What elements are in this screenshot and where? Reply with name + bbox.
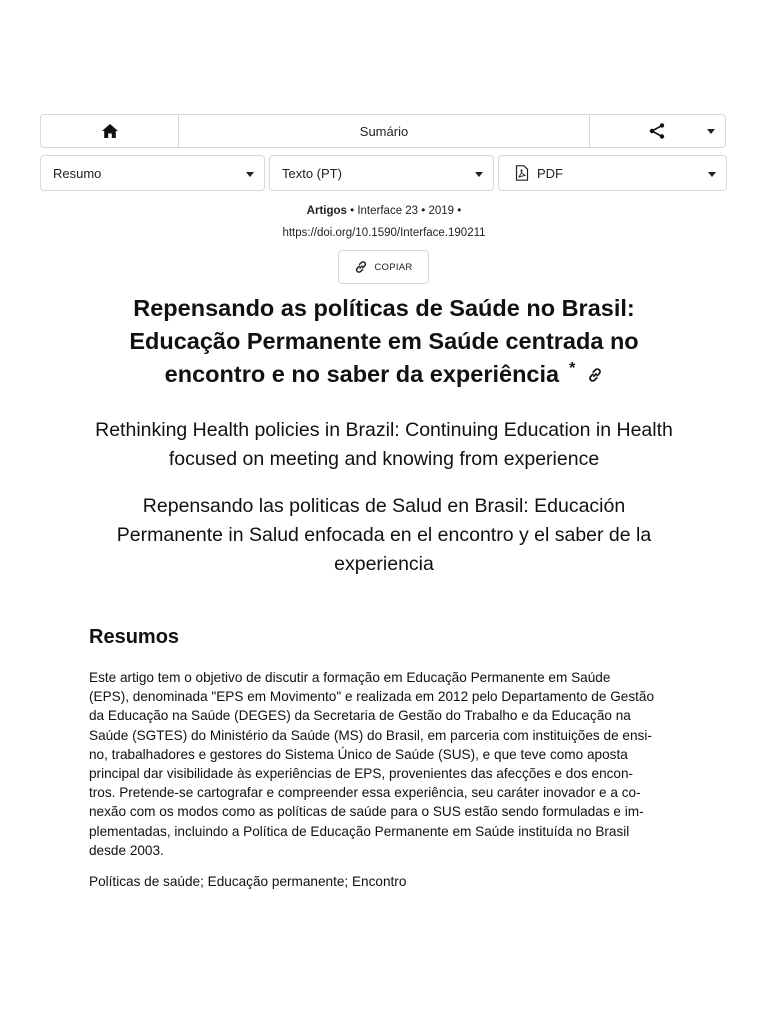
journal-info: • Interface 23 • 2019 • xyxy=(350,205,462,217)
article-title xyxy=(70,292,698,392)
subtitle-spanish: Repensando las politicas de Salud en Brasil: Educación Permanente in Salud enfocada en el encontro y el saber de la experiencia xyxy=(116,495,652,575)
format-select[interactable] xyxy=(498,155,727,191)
top-navigation-bar xyxy=(40,114,726,148)
summary-button[interactable] xyxy=(179,115,589,147)
title-footnote-marker[interactable]: * xyxy=(569,360,576,377)
share-icon xyxy=(648,122,666,140)
section-select[interactable] xyxy=(40,155,265,191)
abstract-line: tros. Pretende-se cartografar e compreender essa experiência, seu caráter inovador e a co- xyxy=(89,785,641,801)
abstract-line: Este artigo tem o objetivo de discutir a formação em Educação Permanente em Saúde xyxy=(89,670,611,685)
abstract-line: (EPS), denominada "EPS em Movimento" e realizada em 2012 pelo Departamento de Gestão xyxy=(89,689,655,705)
chevron-down-icon xyxy=(707,129,715,134)
abstract-line: no, trabalhadores e gestores do Sistema Único de Saúde (SUS), e que teve como aposta xyxy=(89,746,628,762)
abstract-text xyxy=(89,668,681,860)
title-line-2: Educação Permanente em Saúde centrada no xyxy=(129,328,639,354)
title-line-1: Repensando as políticas de Saúde no Brasil: xyxy=(133,295,635,321)
language-select-value: Texto (PT) xyxy=(282,165,342,181)
chevron-down-icon xyxy=(708,172,716,177)
home-button[interactable] xyxy=(41,115,179,147)
abstract-line: nexão com os modos como as políticas de saúde para o SUS estão sendo formuladas e im- xyxy=(89,804,644,820)
link-icon xyxy=(354,260,368,274)
copy-doi-button[interactable] xyxy=(338,250,429,284)
copy-label: COPIAR xyxy=(374,261,413,273)
home-icon xyxy=(101,123,119,139)
article-category: Artigos xyxy=(306,205,347,217)
abstract-line: principal dar visibilidade às experiências de EPS, provenientes das afecções e dos encon- xyxy=(89,766,634,782)
keywords: Políticas de saúde; Educação permanente; Encontro xyxy=(89,874,407,889)
section-select-value: Resumo xyxy=(53,165,102,181)
selector-row xyxy=(40,155,728,191)
chevron-down-icon xyxy=(475,172,483,177)
subtitle-english: Rethinking Health policies in Brazil: Continuing Education in Health focused on meeting and knowing from experience xyxy=(95,419,673,470)
doi-link[interactable]: https://doi.org/10.1590/Interface.190211 xyxy=(282,227,486,239)
abstract-line: Saúde (SGTES) do Ministério da Saúde (MS) do Brasil, em parceria com instituições de ensi- xyxy=(89,727,652,743)
abstract-line: plementadas, incluindo a Política de Educação Permanente em Saúde instituída no Brasil xyxy=(89,823,630,839)
article-meta xyxy=(0,205,768,217)
title-line-3: encontro e no saber da experiência xyxy=(164,361,560,387)
summary-label: Sumário xyxy=(359,123,409,139)
format-select-value: PDF xyxy=(537,165,563,181)
language-select[interactable] xyxy=(269,155,494,191)
abstract-line: desde 2003. xyxy=(89,842,164,858)
pdf-icon xyxy=(515,165,529,181)
abstract-line: da Educação na Saúde (DEGES) da Secretaria de Gestão do Trabalho e da Educação na xyxy=(89,708,631,724)
permalink-icon[interactable] xyxy=(587,359,603,392)
abstract-heading: Resumos xyxy=(89,626,180,648)
chevron-down-icon xyxy=(246,172,254,177)
share-dropdown[interactable] xyxy=(589,115,725,147)
